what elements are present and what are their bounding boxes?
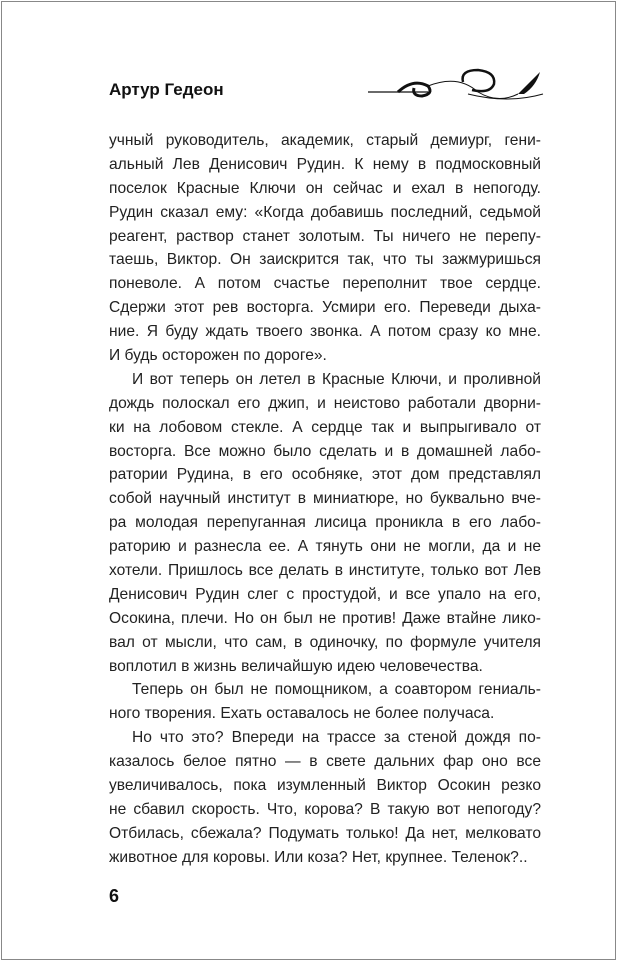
text-line: ра молодая перепуганная лисица проникла в его лабо- [109, 514, 541, 532]
text-line: Но что это? Впереди на трассе за стеной дождя по- [132, 729, 541, 747]
text-line: увеличивалось, пока изумленный Виктор Осокин резко [109, 777, 541, 795]
text-line: дождь полоскал его джип, и неистово работали дворни- [109, 394, 541, 412]
text-line: Осокина, плечи. Но он был не против! Даже втайне лико- [109, 609, 541, 627]
text-line: раторию и разнесла ее. А тянуть они не могли, да и не [109, 538, 541, 556]
ornament-flourish-icon [368, 64, 548, 104]
text-line: собой научный институт в миниатюре, но буквально вче- [109, 490, 541, 508]
text-line: поневоле. А потом счастье переполнит твое сердце. [109, 275, 541, 293]
text-line: Денисович Рудин слег с простудой, и все упало на его, [109, 585, 541, 603]
text-line: И вот теперь он летел в Красные Ключи, и проливной [132, 370, 541, 388]
text-line: альный Лев Денисович Рудин. К нему в подмосковный [109, 155, 541, 173]
text-line: ного творения. Ехать оставалось не более получаса. [109, 705, 495, 723]
text-line: хотели. Пришлось все делать в институте, только вот Лев [109, 562, 541, 580]
text-line: ратории Рудина, в его особняке, этот дом представлял [109, 466, 541, 484]
text-line: Отбилась, сбежала? Подумать только! Да нет, мелковато [109, 824, 541, 842]
text-line: Сдержи этот рев восторга. Усмири его. Переведи дыха- [109, 299, 541, 317]
text-line: казалось белое пятно — в свете дальних фар оно все [109, 753, 541, 771]
text-line: таешь, Виктор. Он заискрится так, что ты зажмуришься [109, 251, 541, 269]
text-line: ние. Я буду ждать твоего звонка. А потом сразу ко мне. [109, 323, 541, 341]
text-line: ки на лобовом стекле. А сердце так и выпрыгивало от [109, 418, 541, 436]
body-text [109, 129, 541, 870]
text-line: учный руководитель, академик, старый демиург, гени- [109, 132, 541, 149]
text-line: восторга. Все можно было сделать и в домашней лабо- [109, 442, 541, 460]
text-line: воплотил в жизнь величайшую идею человечества. [109, 657, 483, 675]
page-number: 6 [109, 886, 120, 906]
text-line: не сбавил скорость. Что, корова? В такую вот непогоду? [109, 800, 541, 818]
text-line: вал от мысли, что сам, в одиночку, по формуле учителя [109, 633, 541, 651]
text-line: Теперь он был не помощником, а соавтором гениаль- [132, 681, 541, 699]
text-line: животное для коровы. Или коза? Нет, крупнее. Теленок?.. [109, 848, 528, 866]
text-line: И будь осторожен по дороге». [109, 347, 327, 365]
text-line: поселок Красные Ключи он сейчас и ехал в непогоду. [109, 179, 541, 197]
text-line: реагент, раствор станет золотым. Ты ничего не перепу- [109, 227, 541, 245]
running-header-author: Артур Гедеон [109, 80, 224, 99]
text-line: Рудин сказал ему: «Когда добавишь последний, седьмой [109, 203, 541, 221]
